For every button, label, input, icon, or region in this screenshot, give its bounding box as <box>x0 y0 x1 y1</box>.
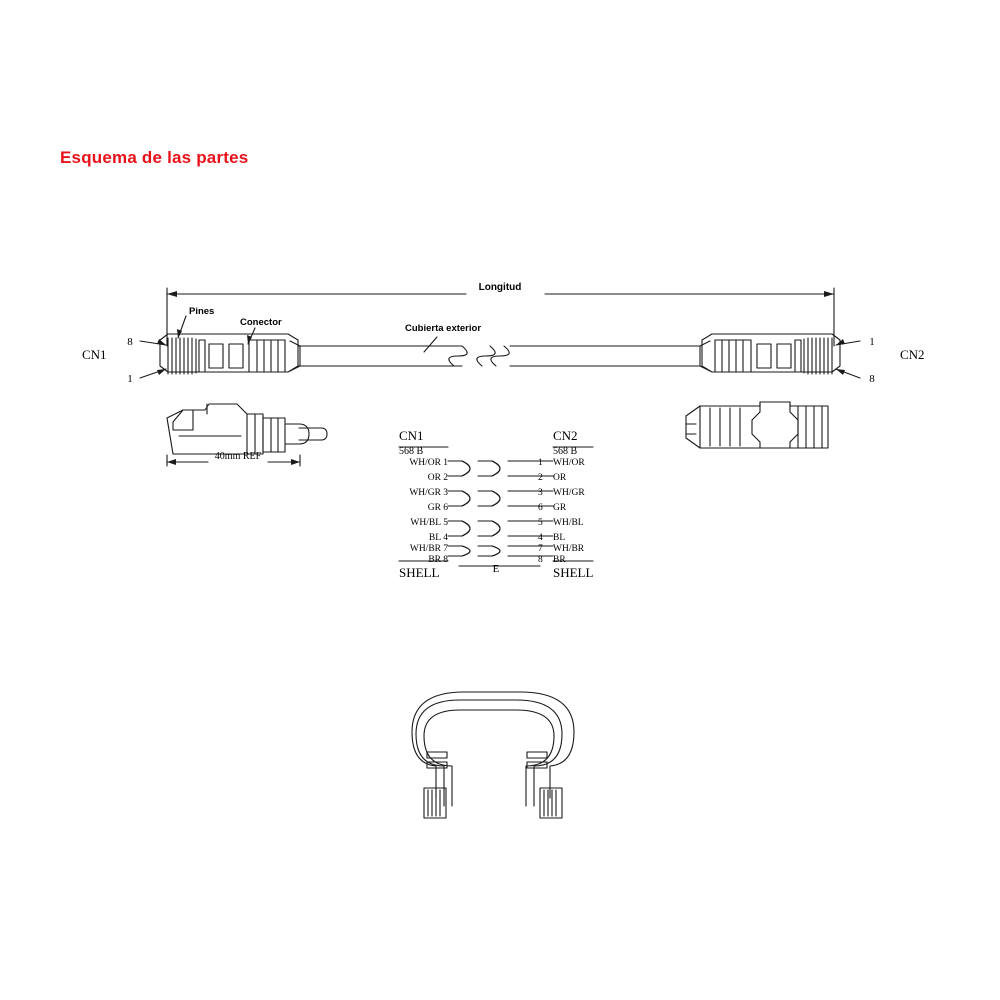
wiring-right-pin: 2 <box>538 473 543 483</box>
wiring-right-color: GR <box>553 503 567 513</box>
wiring-left-header: CN1 <box>399 428 424 443</box>
wiring-shell-left: SHELL <box>399 565 440 580</box>
wiring-left-pin: 2 <box>443 473 448 483</box>
wiring-right-pin: 7 <box>538 544 543 554</box>
wiring-left-color: WH/BL <box>410 518 441 528</box>
cable-jacket-right <box>491 346 700 366</box>
page-title: Esquema de las partes <box>60 148 249 167</box>
wiring-right-header: CN2 <box>553 428 578 443</box>
wiring-right-pin: 3 <box>538 488 543 498</box>
wiring-row <box>429 533 565 543</box>
wiring-left-color: BL <box>428 533 441 543</box>
wiring-row <box>410 518 583 528</box>
cn2-connector-top-view <box>700 334 840 374</box>
wiring-left-pin: 3 <box>443 488 448 498</box>
connector-length-ref-label: 40mm REF <box>214 451 262 462</box>
wiring-left-pin: 6 <box>443 503 448 513</box>
cn1-pin-bottom: 1 <box>127 373 133 385</box>
wiring-right-pin: 8 <box>538 555 543 565</box>
wiring-left-color: BR <box>428 555 441 565</box>
wiring-row <box>409 458 585 468</box>
wiring-left-color: WH/BR <box>409 544 441 554</box>
cn1-label: CN1 <box>82 347 107 362</box>
callout-pines-label: Pines <box>189 306 215 317</box>
wiring-right-color: BR <box>553 555 566 565</box>
wiring-right-pin: 4 <box>538 533 543 543</box>
wiring-left-color: WH/GR <box>409 488 441 498</box>
cn2-pin-bottom: 8 <box>869 373 875 385</box>
cn2-pin-top: 1 <box>869 336 875 348</box>
cn2-label: CN2 <box>900 347 925 362</box>
wiring-right-color: WH/OR <box>553 458 585 468</box>
wiring-left-color: OR <box>427 473 441 483</box>
wiring-row <box>428 503 567 513</box>
wiring-right-color: WH/BR <box>553 544 585 554</box>
wiring-right-color: BL <box>553 533 566 543</box>
wiring-right-pin: 6 <box>538 503 543 513</box>
cable-jacket-left <box>310 346 495 366</box>
wiring-left-pin: 7 <box>443 544 448 554</box>
wiring-left-color: WH/OR <box>409 458 441 468</box>
wiring-right-pin: 1 <box>538 458 543 468</box>
wiring-row <box>410 544 585 554</box>
wiring-shell-center: E <box>492 563 500 575</box>
cn1-pin-top: 8 <box>127 336 133 348</box>
wiring-left-standard: 568 B <box>399 446 424 457</box>
wiring-left-color: GR <box>427 503 441 513</box>
wiring-left-pin: 5 <box>443 518 448 528</box>
cn2-connector-side-view <box>686 402 828 448</box>
wiring-left-pin: 8 <box>443 555 448 565</box>
wiring-right-color: OR <box>553 473 567 483</box>
cn1-connector-side-view <box>167 404 327 454</box>
wiring-right-color: WH/BL <box>553 518 584 528</box>
wiring-right-pin: 5 <box>538 518 543 528</box>
cn1-pin-leaders <box>140 339 166 378</box>
wiring-row <box>409 488 585 498</box>
wiring-right-color: WH/GR <box>553 488 585 498</box>
wiring-shell-right: SHELL <box>553 565 594 580</box>
cn1-connector-top-view <box>160 334 310 374</box>
overall-length-label: Longitud <box>478 282 522 293</box>
wiring-left-pin: 4 <box>443 533 448 543</box>
wiring-right-standard: 568 B <box>553 446 578 457</box>
wiring-left-pin: 1 <box>443 458 448 468</box>
coiled-cable-graphic <box>412 692 574 818</box>
wiring-row <box>428 473 567 483</box>
callout-conector-label: Conector <box>240 317 282 328</box>
callout-cubierta-label: Cubierta exterior <box>405 323 482 334</box>
